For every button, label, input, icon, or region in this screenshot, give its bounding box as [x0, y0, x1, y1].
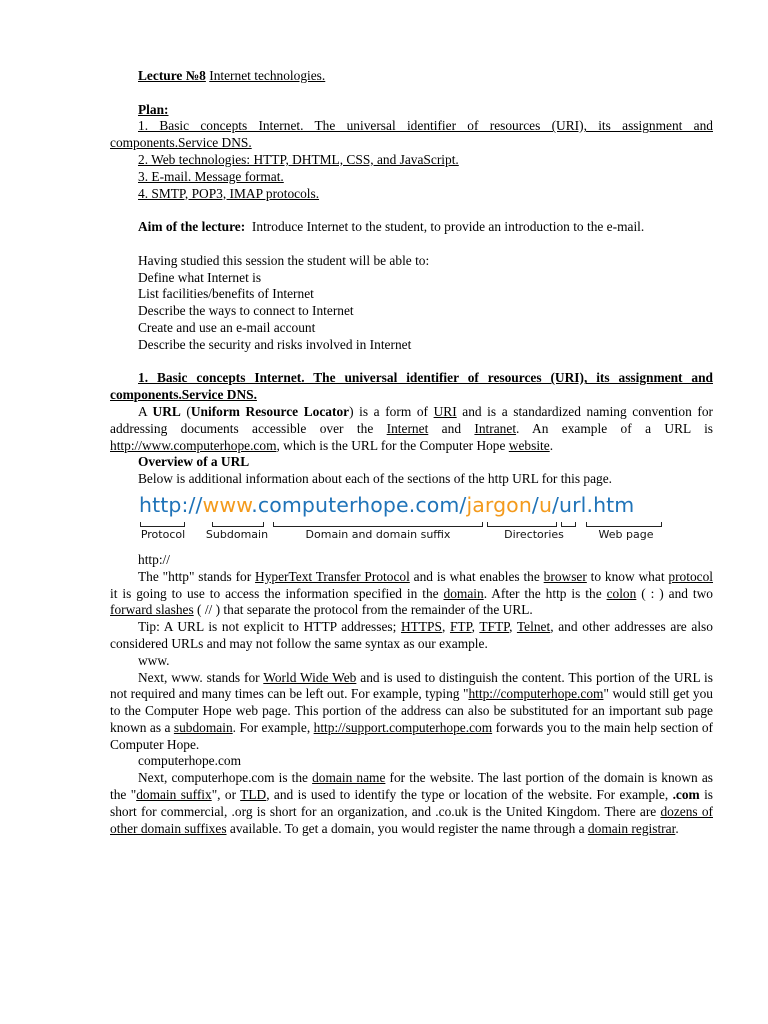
- text: ", or: [211, 787, 241, 803]
- url-part-slash: /: [531, 492, 539, 517]
- link-uri[interactable]: URI: [433, 403, 457, 419]
- term-uniform-resource-locator: Uniform Resource Locator: [190, 403, 350, 419]
- link-protocol[interactable]: protocol: [668, 568, 713, 584]
- link-domain[interactable]: domain: [443, 585, 484, 601]
- url-part-webpage: /url.htm: [552, 492, 635, 517]
- link-domain-registrar[interactable]: domain registrar: [587, 820, 676, 836]
- protocol-bracket: [140, 522, 185, 527]
- text: .: [675, 820, 679, 836]
- label-directories: Directories: [504, 527, 564, 541]
- objective-item: Describe the ways to connect to Internet: [138, 303, 354, 319]
- plan-item-1: [110, 118, 713, 152]
- objective-item: Create and use an e-mail account: [138, 319, 316, 335]
- text: Next, www. stands for: [138, 669, 264, 685]
- link-support-computerhope[interactable]: http://support.computerhope.com: [313, 719, 493, 735]
- http-paragraph: [110, 569, 713, 619]
- plan-item-text: 4. SMTP, POP3, IMAP protocols.: [138, 185, 320, 201]
- url-part-directory: jargon: [466, 492, 532, 517]
- link-internet[interactable]: Internet: [386, 420, 429, 436]
- plan-item-2: [110, 152, 713, 169]
- section1-heading: [110, 370, 713, 404]
- url-definition-paragraph: [110, 404, 713, 454]
- aim-text: Introduce Internet to the student, to provide an introduction to the e-mail.: [251, 219, 645, 235]
- lecture-topic: Internet technologies.: [209, 68, 326, 83]
- objective-item: Describe the security and risks involved in Internet: [138, 336, 412, 352]
- text: , and is used to identify the type or location of the website. For example,: [266, 787, 673, 803]
- text: ,: [509, 619, 517, 635]
- link-computerhope[interactable]: http://computerhope.com: [468, 686, 604, 702]
- objective-item: Define what Internet is: [138, 269, 262, 285]
- text: and: [428, 420, 475, 436]
- overview-heading-text: Overview of a URL: [138, 454, 250, 470]
- aim-label: Aim of the lecture:: [138, 219, 246, 235]
- plan-heading-text: Plan:: [138, 101, 169, 117]
- www-heading: www.: [138, 652, 170, 668]
- link-hypertext-transfer-protocol[interactable]: HyperText Transfer Protocol: [255, 568, 410, 584]
- link-https[interactable]: HTTPS: [401, 619, 442, 635]
- url-part-domain: .computerhope.com/: [251, 492, 467, 517]
- link-domain-suffix[interactable]: domain suffix: [136, 787, 212, 803]
- text: is short for commercial, .org is short for an organization, and .co.uk is the United Kingdom. There are: [110, 787, 714, 819]
- domain-heading: computerhope.com: [138, 753, 241, 769]
- objectives-intro: Having studied this session the student will be able to:: [138, 252, 430, 268]
- text: , and other addresses are also considered URLs and may not follow the same syntax as our example.: [110, 619, 713, 651]
- text: A: [138, 403, 153, 419]
- section1-heading-text: 1. Basic concepts Internet. The universal identifier of resources (URI), its assignment and components.Service DNS.: [110, 370, 713, 403]
- link-subdomain[interactable]: subdomain: [173, 719, 233, 735]
- plan-item-text: 3. E-mail. Message format.: [138, 168, 284, 184]
- subdomain-bracket: [212, 522, 264, 527]
- text: for the website. The last portion of the domain is known as the ": [110, 770, 713, 803]
- text: forwards you to the main help section of Computer Hope.: [110, 719, 714, 752]
- text: available. To get a domain, you would register the name through a: [226, 820, 588, 836]
- domain-bracket: [273, 522, 483, 527]
- document-body: [110, 68, 713, 837]
- lecture-title: [110, 68, 713, 85]
- link-browser[interactable]: browser: [543, 568, 587, 584]
- text: ( : ) and two: [636, 585, 713, 601]
- label-domain: Domain and domain suffix: [305, 527, 451, 541]
- http-heading: http://: [138, 551, 170, 567]
- text: and is what enables the: [409, 568, 544, 584]
- text: and is used to distinguish the content. This portion of the URL is not required and many times can be left out. For example, typing ": [110, 669, 713, 702]
- text: , which is the URL for the Computer Hope: [276, 437, 509, 453]
- text: . For example,: [232, 719, 314, 735]
- tip-paragraph: [110, 619, 713, 653]
- link-tld[interactable]: TLD: [240, 787, 267, 803]
- directories-bracket-1: [487, 522, 557, 527]
- url-part-protocol: http://: [139, 492, 203, 517]
- url-part-subdirectory: u: [538, 492, 553, 517]
- link-computerhope-url[interactable]: http://www.computerhope.com: [110, 437, 277, 453]
- link-world-wide-web[interactable]: World Wide Web: [263, 669, 357, 685]
- text: . An example of a URL is: [516, 420, 714, 436]
- directories-bracket-2: [561, 522, 576, 527]
- aim-paragraph: [110, 219, 713, 236]
- domain-paragraph: [110, 770, 713, 837]
- link-website[interactable]: website: [508, 437, 550, 453]
- text: The "http" stands for: [138, 568, 256, 584]
- text: (: [180, 403, 191, 419]
- label-protocol: Protocol: [140, 527, 186, 541]
- text: it is going to use to access the information specified in the: [110, 585, 444, 601]
- link-forward-slashes[interactable]: forward slashes: [110, 602, 194, 618]
- text: . After the http is the: [483, 585, 607, 601]
- plan-item-text: 2. Web technologies: HTTP, DHTML, CSS, and JavaScript.: [138, 151, 459, 167]
- plan-item-text: 1. Basic concepts Internet. The universal identifier of resources (URI), its assignment and components.Service DNS.: [110, 118, 713, 151]
- link-other-domain-suffixes[interactable]: dozens of other domain suffixes: [110, 803, 713, 836]
- lecture-number: Lecture №8: [138, 68, 206, 83]
- url-example: [139, 492, 634, 518]
- link-tftp[interactable]: TFTP: [479, 619, 510, 635]
- overview-heading: [110, 454, 713, 471]
- text: and is a standardized naming convention for addressing documents accessible over the: [110, 403, 713, 436]
- text: to know what: [586, 568, 669, 584]
- plan-item-4: [110, 186, 713, 203]
- label-subdomain: Subdomain: [205, 527, 269, 541]
- plan-item-3: [110, 169, 713, 186]
- url-anatomy-figure: [110, 490, 713, 548]
- plan-heading: [110, 102, 713, 119]
- text: Tip: A URL is not explicit to HTTP addresses;: [138, 619, 401, 635]
- text: ( // ) that separate the protocol from the remainder of the URL.: [193, 602, 533, 618]
- link-domain-name[interactable]: domain name: [312, 770, 386, 786]
- link-colon[interactable]: colon: [606, 585, 637, 601]
- link-intranet[interactable]: Intranet: [474, 420, 517, 436]
- url-part-subdomain: www: [202, 492, 252, 517]
- link-telnet[interactable]: Telnet: [516, 619, 551, 635]
- www-paragraph: [110, 670, 713, 754]
- text: ,: [471, 619, 480, 635]
- text: ) is a form of: [349, 403, 434, 419]
- objective-item: List facilities/benefits of Internet: [138, 286, 314, 302]
- text: ,: [441, 619, 450, 635]
- term-com: .com: [672, 787, 700, 803]
- label-webpage: Web page: [598, 527, 654, 541]
- text: .: [549, 437, 554, 453]
- text: " would still get you to the Computer Hope web page. This portion of the address can also be substituted for an important sub page known as a: [110, 686, 713, 735]
- overview-text: Below is additional information about each of the sections of the http URL for this page.: [138, 471, 613, 487]
- webpage-bracket: [586, 522, 662, 527]
- text: Next, computerhope.com is the: [138, 770, 313, 786]
- link-ftp[interactable]: FTP: [449, 619, 472, 635]
- term-url: URL: [152, 403, 181, 419]
